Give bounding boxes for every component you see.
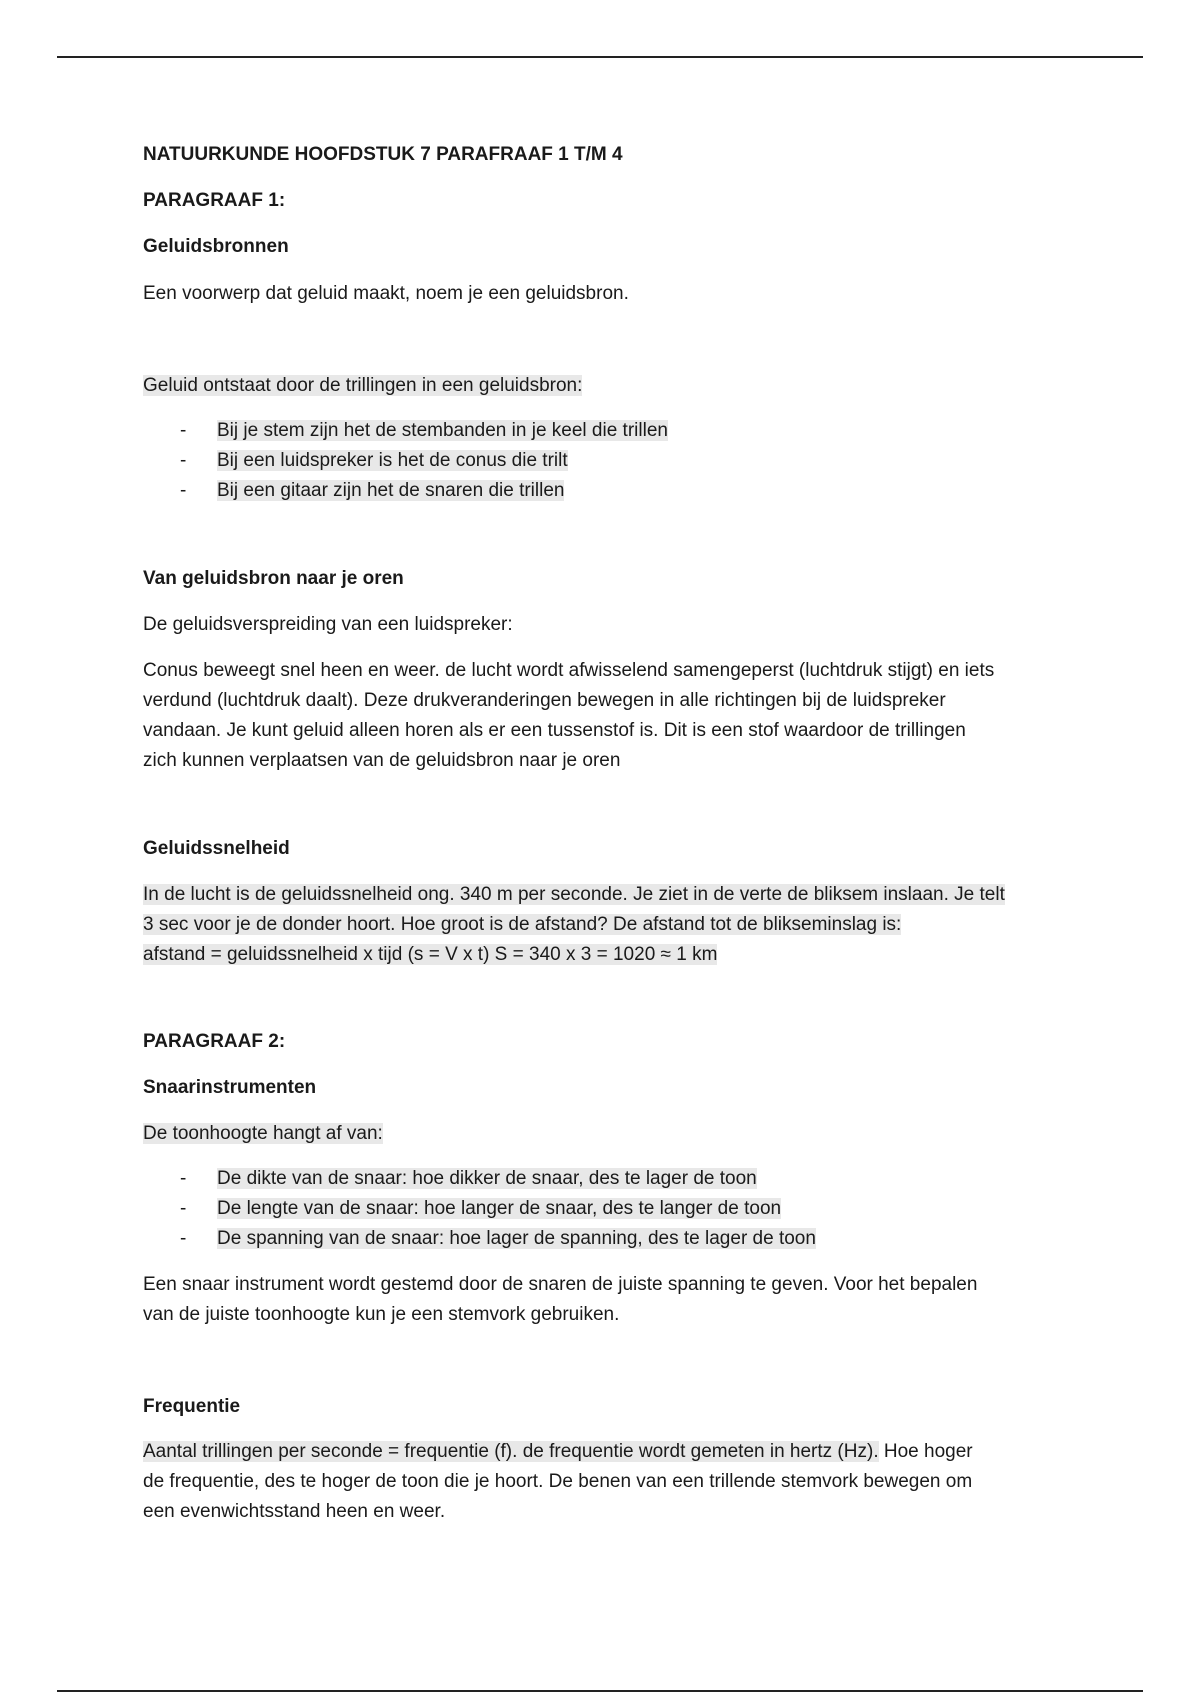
frequentie-heading: Frequentie bbox=[143, 1396, 241, 1417]
list-item-text: Bij een luidspreker is het de conus die trilt bbox=[217, 450, 568, 471]
toonhoogte-intro-highlight: De toonhoogte hangt af van: bbox=[143, 1123, 383, 1144]
list-item bbox=[143, 1224, 1073, 1254]
list-item bbox=[143, 446, 1073, 476]
highlight-line: 3 sec voor je de donder hoort. Hoe groot is de afstand? De afstand tot de blikseminslag is: bbox=[143, 914, 902, 935]
list-item-text: Bij een gitaar zijn het de snaren die trillen bbox=[217, 480, 565, 501]
paragraph-line: van de juiste toonhoogte kun je een stemvork gebruiken. bbox=[143, 1304, 620, 1325]
bottom-rule bbox=[57, 1690, 1143, 1692]
list-item-text: De dikte van de snaar: hoe dikker de snaar, des te lager de toon bbox=[217, 1168, 757, 1189]
list-item bbox=[143, 416, 1073, 446]
dash-bullet: - bbox=[180, 480, 187, 501]
paragraph-line bbox=[143, 910, 1073, 940]
snaarinstrumenten-heading: Snaarinstrumenten bbox=[143, 1077, 317, 1098]
paragraph-line bbox=[143, 940, 1073, 970]
list-item-text: De lengte van de snaar: hoe langer de snaar, des te langer de toon bbox=[217, 1198, 782, 1219]
frequentie-paragraph bbox=[143, 1437, 1073, 1527]
paragraph-line: vandaan. Je kunt geluid alleen horen als er een tussenstof is. Dit is een stof waardoor de trillingen bbox=[143, 720, 966, 741]
list-item bbox=[143, 1164, 1073, 1194]
dash-bullet: - bbox=[180, 1168, 187, 1189]
geluid-intro-highlight: Geluid ontstaat door de trillingen in een geluidsbron: bbox=[143, 375, 583, 396]
geluidssnelheid-paragraph bbox=[143, 880, 1073, 970]
list-item-text: De spanning van de snaar: hoe lager de spanning, des te lager de toon bbox=[217, 1228, 816, 1249]
geluidssnelheid-heading: Geluidssnelheid bbox=[143, 838, 290, 859]
section2-heading: PARAGRAAF 2: bbox=[143, 1031, 286, 1052]
paragraph-line: een evenwichtsstand heen en weer. bbox=[143, 1501, 446, 1522]
geluidsbronnen-heading: Geluidsbronnen bbox=[143, 236, 289, 257]
van-bron-intro: De geluidsverspreiding van een luidspreker: bbox=[143, 614, 513, 635]
highlight-line: In de lucht is de geluidssnelheid ong. 340 m per seconde. Je ziet in de verte de bliksem inslaan. Je telt bbox=[143, 884, 1005, 905]
section1-heading: PARAGRAAF 1: bbox=[143, 190, 286, 211]
paragraph-line: de frequentie, des te hoger de toon die je hoort. De benen van een trillende stemvork bewegen om bbox=[143, 1471, 973, 1492]
geluidsbronnen-text: Een voorwerp dat geluid maakt, noem je een geluidsbron. bbox=[143, 283, 629, 304]
list-item bbox=[143, 1194, 1073, 1224]
van-bron-paragraph bbox=[143, 656, 1073, 776]
list-item-text: Bij je stem zijn het de stembanden in je keel die trillen bbox=[217, 420, 668, 441]
dash-bullet: - bbox=[180, 1228, 187, 1249]
highlight-line: Aantal trillingen per seconde = frequentie (f). de frequentie wordt gemeten in hertz (Hz). bbox=[143, 1441, 879, 1462]
geluid-intro bbox=[143, 371, 582, 401]
line-rest: Hoe hoger bbox=[878, 1441, 973, 1462]
list-item bbox=[143, 476, 1073, 506]
paragraph-line bbox=[143, 1437, 1073, 1467]
geluidsbron-list bbox=[143, 416, 1073, 506]
paragraph-line: verdund (luchtdruk daalt). Deze drukveranderingen bewegen in alle richtingen bij de luidspreker bbox=[143, 690, 946, 711]
van-bron-heading: Van geluidsbron naar je oren bbox=[143, 568, 404, 589]
paragraph-line: Conus beweegt snel heen en weer. de lucht wordt afwisselend samengeperst (luchtdruk stijgt) en iets bbox=[143, 660, 995, 681]
paragraph-line: Een snaar instrument wordt gestemd door de snaren de juiste spanning te geven. Voor het bepalen bbox=[143, 1274, 978, 1295]
dash-bullet: - bbox=[180, 450, 187, 471]
document-title: NATUURKUNDE HOOFDSTUK 7 PARAFRAAF 1 T/M 4 bbox=[143, 144, 623, 165]
snaar-paragraph bbox=[143, 1270, 1073, 1330]
highlight-line: afstand = geluidssnelheid x tijd (s = V x t) S = 340 x 3 = 1020 ≈ 1 km bbox=[143, 944, 718, 965]
paragraph-line bbox=[143, 880, 1073, 910]
paragraph-line: zich kunnen verplaatsen van de geluidsbron naar je oren bbox=[143, 750, 621, 771]
toonhoogte-list bbox=[143, 1164, 1073, 1254]
top-rule bbox=[57, 56, 1143, 58]
toonhoogte-intro bbox=[143, 1119, 383, 1149]
dash-bullet: - bbox=[180, 420, 187, 441]
dash-bullet: - bbox=[180, 1198, 187, 1219]
